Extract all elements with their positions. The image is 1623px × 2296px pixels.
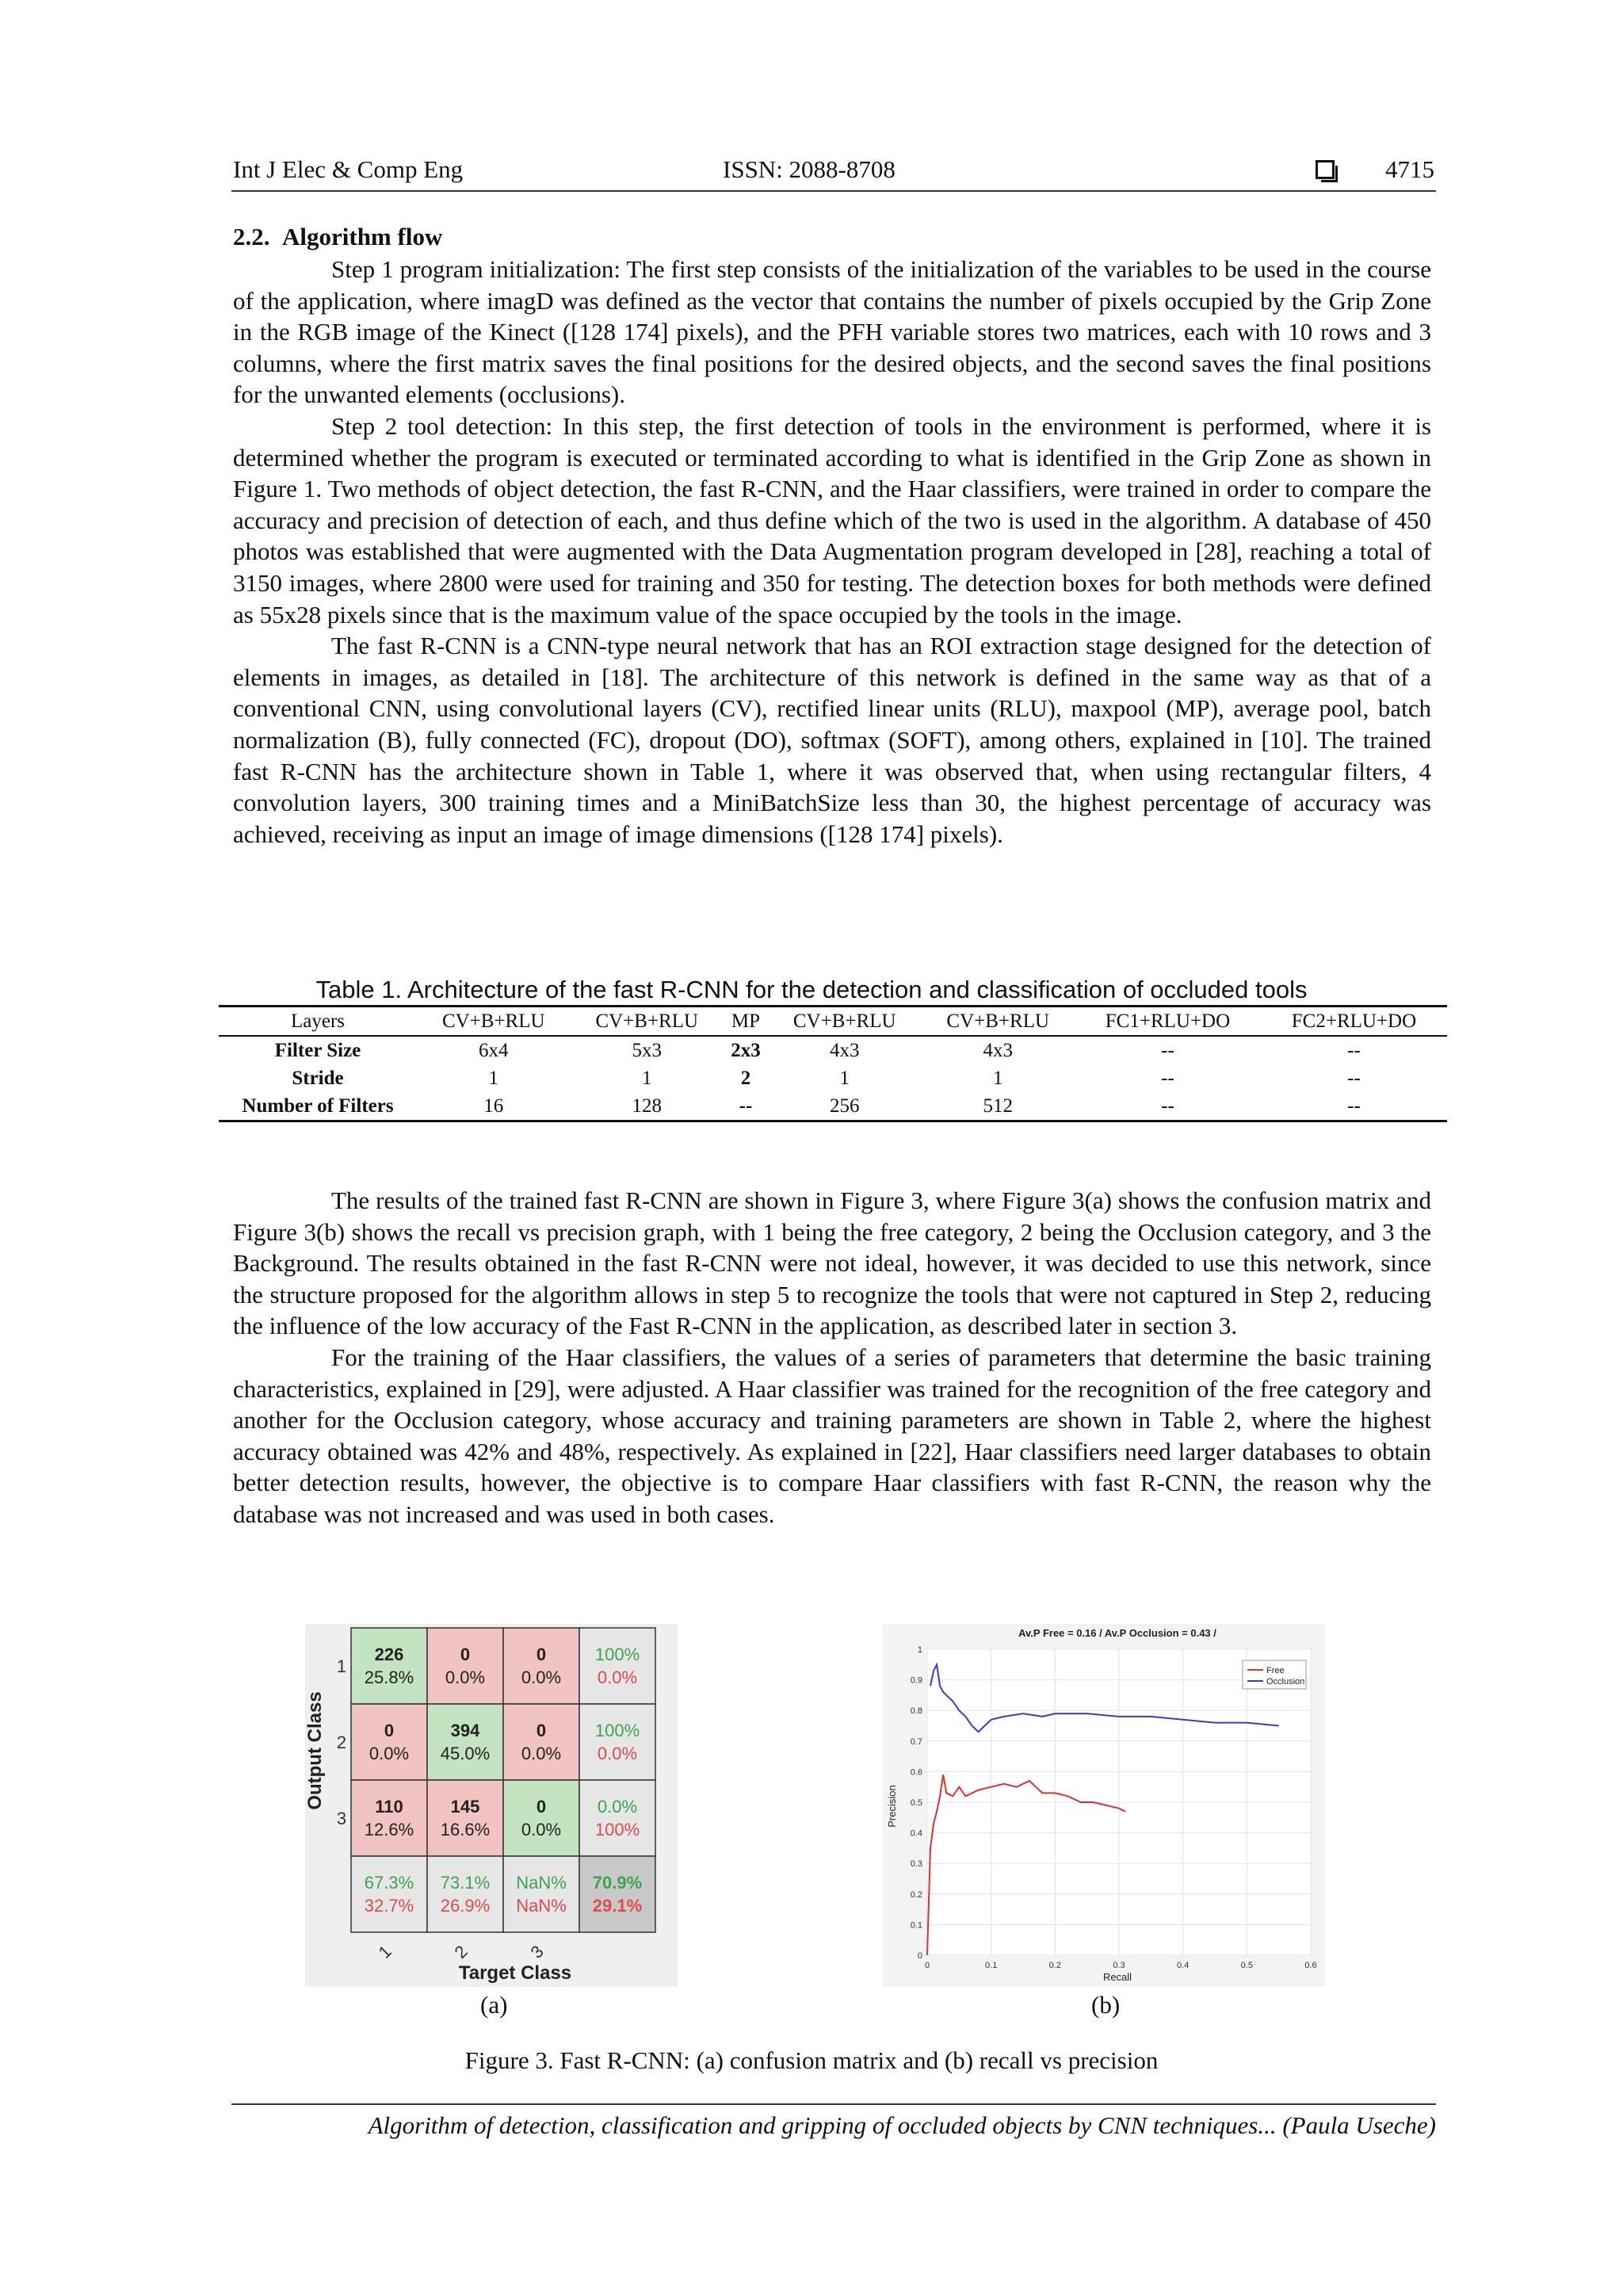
cell-percent: 0.0%: [445, 1668, 486, 1687]
cell-value: 110: [375, 1797, 403, 1817]
matrix-cell: [503, 1780, 579, 1856]
y-tick-label: 0.3: [910, 1859, 922, 1870]
cell-value: 145: [450, 1797, 480, 1817]
matrix-cell: [579, 1704, 655, 1780]
row-tick-label: 1: [336, 1656, 347, 1676]
row-label: Filter Size: [274, 1039, 361, 1061]
table-header-cell: CV+B+RLU: [595, 1010, 699, 1032]
y-axis-label: Precision: [886, 1785, 898, 1828]
row-label: Stride: [292, 1067, 344, 1089]
section-number: 2.2.: [233, 223, 270, 250]
col-tick-label: 3: [526, 1941, 548, 1962]
figure-caption: Figure 3. Fast R-CNN: (a) confusion matrix and (b) recall vs precision: [464, 2046, 1159, 2074]
cell-percent: NaN%: [516, 1896, 567, 1916]
row-tick-label: 2: [336, 1733, 347, 1752]
cell-value: 70.9%: [592, 1873, 643, 1893]
matrix-cell: [579, 1628, 655, 1704]
table-cell: 4x3: [829, 1039, 860, 1061]
table-row: [219, 1036, 1447, 1064]
cell-value: 100%: [594, 1645, 640, 1664]
x-axis-label: Recall: [1102, 1971, 1132, 1983]
table-row: [219, 1064, 1447, 1092]
matrix-cell: [427, 1704, 503, 1780]
table-cell: 1: [992, 1067, 1003, 1089]
cell-percent: 16.6%: [440, 1820, 491, 1839]
cell-value: 0: [536, 1645, 547, 1664]
table-cell: --: [1161, 1067, 1174, 1089]
table-cell: 1: [642, 1067, 652, 1089]
confusion-matrix-figure: [305, 1624, 678, 1987]
table-row: [219, 1092, 1447, 1121]
cell-value: 67.3%: [364, 1873, 414, 1893]
x-tick-label: 0.4: [1177, 1961, 1190, 1970]
row-tick-label: 3: [336, 1809, 347, 1828]
architecture-table: [219, 1005, 1447, 1122]
paragraph-step2: Step 2 tool detection: In this step, the first detection of tools in the environment is performed, where it is determined whether the program is executed or terminated according to what is identified in the Grip Zone as shown in Figure 1. Two methods of object detection, the fast R-CNN, and the Haar classifiers, were trained in order to compare the accuracy and precision of detection of each, and thus define which of the two is used in the algorithm. A database of 450 photos was established that were augmented with the Data Augmentation program developed in [28], reaching a total of 3150 images, where 2800 were used for training and 350 for testing. The detection boxes for both methods were defined as 55x28 pixels since that is the maximum value of the space occupied by the tools in the image.: [233, 411, 1431, 628]
table-cell: --: [1347, 1067, 1361, 1089]
cell-value: 0: [460, 1645, 471, 1664]
table-header-cell: CV+B+RLU: [441, 1010, 545, 1032]
table-header-cell: Layers: [290, 1010, 346, 1032]
table-cell: 512: [983, 1095, 1013, 1117]
table-cell: 1: [839, 1067, 850, 1089]
y-tick-label: 0.4: [910, 1828, 922, 1839]
cell-percent: 26.9%: [440, 1896, 491, 1916]
table-cell: 2x3: [731, 1039, 761, 1061]
section-heading: [233, 223, 442, 251]
subfigure-label-a: (a): [480, 1991, 508, 2019]
legend-label: Free: [1266, 1666, 1285, 1675]
recall-precision-chart: [883, 1624, 1325, 1987]
cell-percent: 0.0%: [597, 1744, 638, 1763]
y-tick-label: 0.2: [910, 1889, 922, 1900]
cell-value: NaN%: [516, 1873, 567, 1893]
cell-value: 0: [536, 1721, 547, 1740]
matrix-cell: [351, 1704, 427, 1780]
table-header-cell: MP: [731, 1010, 761, 1032]
y-tick-label: 1: [917, 1645, 922, 1655]
table-header-cell: CV+B+RLU: [946, 1010, 1050, 1032]
recall-precision-figure: [883, 1624, 1325, 1987]
y-axis-label: Output Class: [305, 1691, 326, 1810]
cell-percent: 32.7%: [364, 1896, 414, 1916]
table-cell: 256: [829, 1095, 860, 1117]
x-tick-label: 0.6: [1304, 1961, 1317, 1970]
table-header-cell: FC2+RLU+DO: [1291, 1010, 1417, 1032]
cell-percent: 0.0%: [597, 1668, 638, 1687]
table-cell: --: [739, 1095, 753, 1117]
table-cell: 1: [488, 1067, 498, 1089]
page-number: 4715: [1385, 155, 1434, 183]
chart-title: Av.P Free = 0.16 / Av.P Occlusion = 0.43 /: [1018, 1627, 1216, 1639]
table-cell: 6x4: [479, 1039, 509, 1061]
matrix-cell: [579, 1856, 655, 1932]
matrix-cell: [503, 1704, 579, 1780]
cell-percent: 100%: [594, 1820, 640, 1839]
table-caption: Table 1. Architecture of the fast R-CNN for the detection and classification of occluded tools: [315, 976, 1308, 1003]
paragraph-fast-rcnn: The fast R-CNN is a CNN-type neural network that has an ROI extraction stage designed for the detection of elements in images, as detailed in [18]. The architecture of this network is defined in the same way as that of a conventional CNN, using convolutional layers (CV), rectified linear units (RLU), maxpool (MP), average pool, batch normalization (B), fully connected (FC), dropout (DO), softmax (SOFT), among others, explained in [10]. The trained fast R-CNN has the architecture shown in Table 1, where it was observed that, when using rectangular filters, 4 convolution layers, 300 training times and a MiniBatchSize less than 30, the highest percentage of accuracy was achieved, receiving as input an image of image dimensions ([128 174] pixels).: [233, 632, 1431, 848]
matrix-cell: [351, 1780, 427, 1856]
y-tick-label: 0.6: [910, 1767, 922, 1778]
cell-value: 100%: [594, 1721, 640, 1740]
col-tick-label: 2: [450, 1941, 472, 1962]
matrix-cell: [427, 1856, 503, 1932]
body-text-top: [233, 254, 1431, 850]
section-title: Algorithm flow: [282, 223, 443, 250]
cell-percent: 0.0%: [369, 1744, 410, 1763]
table-cell: --: [1161, 1095, 1174, 1117]
table-cell: --: [1347, 1039, 1361, 1061]
y-tick-label: 0.1: [910, 1920, 922, 1931]
cell-percent: 0.0%: [521, 1744, 562, 1763]
paragraph-results: The results of the trained fast R-CNN are shown in Figure 3, where Figure 3(a) shows the confusion matrix and Figure 3(b) shows the recall vs precision graph, with 1 being the free category, 2 being the Occlusion category, and 3 the Background. The results obtained in the fast R-CNN were not ideal, however, it was decided to use this network, since the structure proposed for the algorithm allows in step 5 to recognize the tools that were not captured in Step 2, reducing the influence of the low accuracy of the Fast R-CNN in the application, as described later in section 3.: [233, 1186, 1431, 1340]
table-cell: --: [1347, 1095, 1361, 1117]
confusion-matrix-chart: [305, 1624, 678, 1987]
cell-value: 0: [384, 1721, 395, 1740]
x-tick-label: 0.1: [985, 1961, 998, 1970]
body-text-bottom: [233, 1185, 1431, 1530]
cell-percent: 0.0%: [521, 1820, 562, 1839]
x-tick-label: 0: [924, 1961, 930, 1970]
table-cell: 5x3: [632, 1039, 662, 1061]
cell-value: 394: [450, 1721, 480, 1740]
y-tick-label: 0.5: [910, 1798, 922, 1808]
matrix-cell: [351, 1628, 427, 1704]
y-tick-label: 0.7: [910, 1736, 922, 1747]
table-cell: 4x3: [983, 1039, 1013, 1061]
cell-percent: 12.6%: [364, 1820, 414, 1839]
cell-value: 226: [374, 1645, 404, 1664]
y-tick-label: 0: [917, 1951, 922, 1961]
paragraph-haar: For the training of the Haar classifiers, the values of a series of parameters that determine the basic training characteristics, explained in [29], were adjusted. A Haar classifier was trained for the recognition of the free category and another for the Occlusion category, whose accuracy and training parameters are shown in Table 2, where the highest accuracy obtained was 42% and 48%, respectively. As explained in [22], Haar classifiers need larger databases to obtain better detection results, however, the objective is to compare Haar classifiers with fast R-CNN, the reason why the database was not increased and was used in both cases.: [233, 1343, 1431, 1528]
table-cell: 128: [632, 1095, 662, 1117]
cell-value: 73.1%: [440, 1873, 491, 1893]
legend-label: Occlusion: [1266, 1677, 1305, 1687]
journal-name: Int J Elec & Comp Eng: [233, 155, 464, 183]
checkbox-square-icon: [1316, 160, 1335, 179]
table-cell: 16: [483, 1095, 504, 1117]
cell-percent: 0.0%: [521, 1668, 562, 1687]
y-tick-label: 0.8: [910, 1706, 922, 1717]
running-footer: Algorithm of detection, classification and gripping of occluded objects by CNN techniques... (Paula Useche): [231, 2103, 1436, 2140]
running-header: [231, 152, 1436, 192]
matrix-cell: [427, 1780, 503, 1856]
table-header-row: [219, 1007, 1447, 1037]
matrix-cell: [427, 1628, 503, 1704]
x-tick-label: 0.2: [1048, 1961, 1061, 1970]
cell-value: 0: [536, 1797, 547, 1817]
col-tick-label: 1: [374, 1941, 395, 1962]
matrix-cell: [351, 1856, 427, 1932]
row-label: Number of Filters: [242, 1095, 394, 1117]
x-tick-label: 0.5: [1240, 1961, 1253, 1970]
table-cell: --: [1161, 1039, 1174, 1061]
paragraph-step1: Step 1 program initialization: The first step consists of the initialization of the variables to be used in the course of the application, where imagD was defined as the vector that contains the number of pixels occupied by the Grip Zone in the RGB image of the Kinect ([128 174] pixels), and the PFH variable stores two matrices, each with 10 rows and 3 columns, where the first matrix saves the final positions for the desired objects, and the second saves the final positions for the unwanted elements (occlusions).: [233, 255, 1431, 409]
cell-percent: 29.1%: [592, 1896, 643, 1916]
table-header-cell: FC1+RLU+DO: [1105, 1010, 1231, 1032]
y-tick-label: 0.9: [910, 1675, 922, 1686]
cell-value: 0.0%: [597, 1797, 638, 1817]
cell-percent: 25.8%: [364, 1668, 414, 1687]
x-axis-label: Target Class: [458, 1962, 572, 1984]
matrix-cell: [503, 1628, 579, 1704]
subfigure-label-b: (b): [1091, 1991, 1121, 2019]
table-header-cell: CV+B+RLU: [792, 1010, 896, 1032]
matrix-cell: [579, 1780, 655, 1856]
issn: ISSN: 2088-8708: [723, 155, 896, 183]
cell-percent: 45.0%: [440, 1744, 491, 1763]
matrix-cell: [503, 1856, 579, 1932]
x-tick-label: 0.3: [1113, 1961, 1125, 1970]
table-cell: 2: [740, 1067, 751, 1089]
